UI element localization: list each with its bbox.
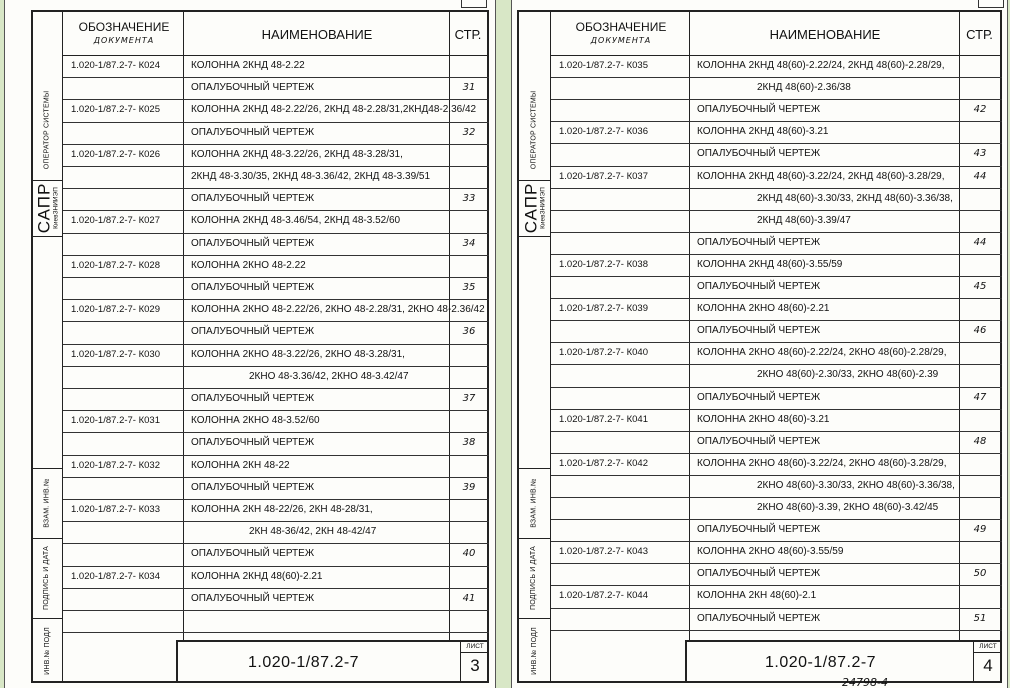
row-page-number: 50 xyxy=(973,568,987,580)
row-page-number: 41 xyxy=(462,592,476,604)
row-designation: 1.020-1/87.2-7- К031 xyxy=(71,415,160,427)
row-name: ОПАЛУБОЧНЫЙ ЧЕРТЕЖ xyxy=(191,193,315,205)
row-page-number: 44 xyxy=(973,170,987,182)
row-designation: 1.020-1/87.2-7- К037 xyxy=(559,170,648,182)
row-divider xyxy=(551,188,1002,189)
row-designation: 1.020-1/87.2-7- К025 xyxy=(71,104,160,116)
row-divider xyxy=(551,497,1002,498)
row-divider xyxy=(63,521,489,522)
header-designation: ОБОЗНАЧЕНИЕ ДОКУМЕНТА xyxy=(78,20,170,45)
sheet-label: ЛИСТ xyxy=(974,642,1002,653)
row-designation: 1.020-1/87.2-7- К027 xyxy=(71,215,160,227)
stamp-sheet-box xyxy=(973,642,1002,683)
sapr-label: САПР КиевЗНИИЭП xyxy=(521,182,547,234)
row-name: ОПАЛУБОЧНЫЙ ЧЕРТЕЖ xyxy=(191,592,315,604)
row-name: КОЛОННА 2КНО 48(60)-2.22/24, 2КНО 48(60)-2.28/29, xyxy=(697,347,947,359)
row-divider xyxy=(63,233,489,234)
row-divider xyxy=(63,344,489,345)
row-designation: 1.020-1/87.2-7- К033 xyxy=(71,504,160,515)
row-page-number: 44 xyxy=(973,236,987,248)
header-name: НАИМЕНОВАНИЕ xyxy=(769,26,881,42)
row-page-number: 49 xyxy=(973,524,987,536)
row-divider xyxy=(63,299,489,300)
row-name: КОЛОННА 2КНД 48(60)-2.21 xyxy=(191,570,323,582)
row-designation: 1.020-1/87.2-7- К042 xyxy=(559,457,648,469)
row-name: ОПАЛУБОЧНЫЙ ЧЕРТЕЖ xyxy=(697,148,821,160)
row-designation: 1.020-1/87.2-7- К041 xyxy=(559,413,648,425)
stamp-document-code: 1.020-1/87.2-7 xyxy=(765,654,877,671)
row-divider xyxy=(63,144,489,145)
row-name: 2КНД 48(60)-3.39/47 xyxy=(757,214,851,226)
row-name: ОПАЛУБОЧНЫЙ ЧЕРТЕЖ xyxy=(697,281,821,292)
row-name: КОЛОННА 2КН 48-22/26, 2КН 48-28/31, xyxy=(191,504,373,515)
row-divider xyxy=(551,541,1002,542)
row-divider xyxy=(551,387,1002,388)
row-divider xyxy=(63,277,489,278)
operator-label: ОПЕРАТОР СИСТЕМЫ xyxy=(43,90,51,170)
row-name: КОЛОННА 2КНД 48-2.22/26, 2КНД 48-2.28/31,2КНД48-2.36/42 xyxy=(191,104,477,116)
row-name: 2КНО 48(60)-2.30/33, 2КНО 48(60)-2.39 xyxy=(757,369,939,381)
row-divider xyxy=(551,519,1002,520)
row-divider xyxy=(63,477,489,478)
header-page: СТР. xyxy=(454,26,482,42)
row-page-number: 42 xyxy=(973,104,987,116)
vzam-inv-label: ВЗАМ. ИНВ.№ xyxy=(530,478,538,528)
row-name: 2КНД 48(60)-3.30/33, 2КНД 48(60)-3.36/38, xyxy=(757,192,953,204)
row-page-number: 47 xyxy=(973,391,987,403)
header-designation: ОБОЗНАЧЕНИЕ ДОКУМЕНТА xyxy=(575,20,667,45)
row-name: ОПАЛУБОЧНЫЙ ЧЕРТЕЖ xyxy=(697,104,821,116)
row-divider xyxy=(63,388,489,389)
row-name: ОПАЛУБОЧНЫЙ ЧЕРТЕЖ xyxy=(191,82,315,94)
row-divider xyxy=(551,276,1002,277)
signature-date-label: ПОДПИСЬ И ДАТА xyxy=(43,545,51,611)
side-stamp-column xyxy=(33,12,63,681)
row-designation: 1.020-1/87.2-7- К043 xyxy=(559,546,648,558)
row-divider xyxy=(551,475,1002,476)
row-name: ОПАЛУБОЧНЫЙ ЧЕРТЕЖ xyxy=(191,481,315,493)
row-divider xyxy=(551,77,1002,78)
row-divider xyxy=(63,455,489,456)
signature-date-label: ПОДПИСЬ И ДАТА xyxy=(530,545,538,611)
row-name: КОЛОННА 2КНД 48(60)-3.22/24, 2КНД 48(60)-3.28/29, xyxy=(697,170,945,182)
row-name: КОЛОННА 2КНД 48(60)-3.55/59 xyxy=(697,258,843,270)
row-divider xyxy=(551,409,1002,410)
inv-podl-label: ИНВ.№ ПОДЛ xyxy=(43,626,51,675)
row-designation: 1.020-1/87.2-7- К044 xyxy=(559,590,648,602)
row-divider xyxy=(63,366,489,367)
row-name: ОПАЛУБОЧНЫЙ ЧЕРТЕЖ xyxy=(697,524,821,536)
row-name: КОЛОННА 2КНД 48-2.22 xyxy=(191,60,305,71)
corner-mark xyxy=(978,0,1004,8)
row-designation: 1.020-1/87.2-7- К028 xyxy=(71,259,160,271)
row-name: 2КНО 48(60)-3.30/33, 2КНО 48(60)-3.36/38, xyxy=(757,479,955,491)
row-divider xyxy=(551,166,1002,167)
row-divider xyxy=(551,121,1002,122)
side-stamp-column xyxy=(519,12,551,681)
row-divider xyxy=(551,320,1002,321)
inv-podl-label: ИНВ.№ ПОДЛ xyxy=(530,626,538,675)
sheet-frame xyxy=(31,10,489,683)
row-divider xyxy=(63,410,489,411)
row-name: 2КНО 48-3.36/42, 2КНО 48-3.42/47 xyxy=(249,370,409,382)
row-page-number: 36 xyxy=(462,326,476,338)
row-page-number: 40 xyxy=(462,548,476,560)
row-name: ОПАЛУБОЧНЫЙ ЧЕРТЕЖ xyxy=(191,237,315,249)
document-sheet-left xyxy=(4,0,496,688)
row-designation: 1.020-1/87.2-7- К030 xyxy=(71,348,160,360)
row-name: КОЛОННА 2КНД 48-3.46/54, 2КНД 48-3.52/60 xyxy=(191,215,401,227)
row-page-number: 39 xyxy=(462,481,476,493)
row-divider xyxy=(551,608,1002,609)
row-name: ОПАЛУБОЧНЫЙ ЧЕРТЕЖ xyxy=(191,282,315,293)
row-divider xyxy=(551,210,1002,211)
row-page-number: 38 xyxy=(462,437,476,449)
row-name: ОПАЛУБОЧНЫЙ ЧЕРТЕЖ xyxy=(697,236,821,248)
row-name: 2КНД 48-3.30/35, 2КНД 48-3.36/42, 2КНД 48-3.39/51 xyxy=(191,171,431,182)
row-page-number: 32 xyxy=(462,126,476,138)
row-name: ОПАЛУБОЧНЫЙ ЧЕРТЕЖ xyxy=(191,326,315,338)
row-name: 2КН 48-36/42, 2КН 48-42/47 xyxy=(249,526,377,538)
row-divider xyxy=(63,588,489,589)
sheet-number: 4 xyxy=(983,656,993,675)
row-name: КОЛОННА 2КНО 48(60)-3.22/24, 2КНО 48(60)-3.28/29, xyxy=(697,457,947,469)
document-sheet-right xyxy=(511,0,1008,688)
row-page-number: 46 xyxy=(973,325,987,337)
corner-mark xyxy=(461,0,487,8)
row-name: КОЛОННА 2КНО 48-2.22/26, 2КНО 48-2.28/31, 2КНО 48-2.36/42 xyxy=(191,304,485,316)
row-page-number: 34 xyxy=(462,237,476,249)
row-name: КОЛОННА 2КНО 48(60)-2.21 xyxy=(697,303,830,315)
row-page-number: 31 xyxy=(462,82,476,94)
row-designation: 1.020-1/87.2-7- К035 xyxy=(559,60,648,71)
row-designation: 1.020-1/87.2-7- К032 xyxy=(71,459,160,471)
row-divider xyxy=(551,99,1002,100)
row-name: 2КНО 48(60)-3.39, 2КНО 48(60)-3.42/45 xyxy=(757,502,939,513)
row-name: ОПАЛУБОЧНЫЙ ЧЕРТЕЖ xyxy=(697,325,821,337)
row-divider xyxy=(551,254,1002,255)
header-name: НАИМЕНОВАНИЕ xyxy=(261,26,373,42)
row-divider xyxy=(63,122,489,123)
row-name: ОПАЛУБОЧНЫЙ ЧЕРТЕЖ xyxy=(191,126,315,138)
sheet-frame xyxy=(517,10,1002,683)
row-page-number: 43 xyxy=(973,148,987,160)
row-name: КОЛОННА 2КНО 48(60)-3.21 xyxy=(697,413,830,425)
row-name: ОПАЛУБОЧНЫЙ ЧЕРТЕЖ xyxy=(697,612,821,624)
row-designation: 1.020-1/87.2-7- К034 xyxy=(71,570,160,582)
row-name: КОЛОННА 2КНО 48-3.22/26, 2КНО 48-3.28/31, xyxy=(191,348,405,360)
stamp-sheet-box xyxy=(460,642,489,683)
row-divider xyxy=(551,342,1002,343)
row-name: КОЛОННА 2КНД 48(60)-3.21 xyxy=(697,126,829,138)
row-name: КОЛОННА 2КНО 48-2.22 xyxy=(191,259,306,271)
row-name: ОПАЛУБОЧНЫЙ ЧЕРТЕЖ xyxy=(697,568,821,580)
title-block xyxy=(176,640,489,683)
header-page: СТР. xyxy=(966,26,993,42)
sheet-number: 3 xyxy=(470,656,480,675)
stamp-document-code: 1.020-1/87.2-7 xyxy=(248,654,360,671)
row-page-number: 37 xyxy=(462,393,476,404)
row-name: КОЛОННА 2КН 48-22 xyxy=(191,459,290,471)
row-name: ОПАЛУБОЧНЫЙ ЧЕРТЕЖ xyxy=(697,391,821,403)
row-name: ОПАЛУБОЧНЫЙ ЧЕРТЕЖ xyxy=(191,393,315,404)
row-designation: 1.020-1/87.2-7- К040 xyxy=(559,347,648,359)
row-designation: 1.020-1/87.2-7- К024 xyxy=(71,60,160,71)
row-divider xyxy=(63,543,489,544)
row-page-number: 35 xyxy=(462,282,476,293)
row-page-number: 33 xyxy=(462,193,476,205)
row-divider xyxy=(63,77,489,78)
sheet-label: ЛИСТ xyxy=(461,642,489,653)
row-divider xyxy=(63,210,489,211)
row-designation: 1.020-1/87.2-7- К026 xyxy=(71,148,160,160)
row-divider xyxy=(63,566,489,567)
row-divider xyxy=(551,630,1002,631)
archive-number: 24798-4 xyxy=(842,676,888,688)
row-name: ОПАЛУБОЧНЫЙ ЧЕРТЕЖ xyxy=(697,435,821,447)
row-designation: 1.020-1/87.2-7- К038 xyxy=(559,258,648,270)
row-page-number: 45 xyxy=(973,281,987,292)
row-divider xyxy=(551,585,1002,586)
row-name: КОЛОННА 2КНД 48(60)-2.22/24, 2КНД 48(60)-2.28/29, xyxy=(697,60,945,71)
row-divider xyxy=(551,431,1002,432)
row-divider xyxy=(551,453,1002,454)
operator-label: ОПЕРАТОР СИСТЕМЫ xyxy=(530,90,538,170)
row-divider xyxy=(551,563,1002,564)
row-divider xyxy=(63,99,489,100)
row-page-number: 48 xyxy=(973,435,987,447)
row-divider xyxy=(63,632,489,633)
row-divider xyxy=(551,232,1002,233)
row-divider xyxy=(551,143,1002,144)
row-name: КОЛОННА 2КНО 48-3.52/60 xyxy=(191,415,320,427)
row-designation: 1.020-1/87.2-7- К039 xyxy=(559,303,648,315)
sapr-label: САПР КиевЗНИИЭП xyxy=(34,182,60,234)
row-divider xyxy=(63,255,489,256)
row-divider xyxy=(63,610,489,611)
row-name: КОЛОННА 2КНО 48(60)-3.55/59 xyxy=(697,546,844,558)
row-name: ОПАЛУБОЧНЫЙ ЧЕРТЕЖ xyxy=(191,437,315,449)
row-divider xyxy=(63,432,489,433)
row-designation: 1.020-1/87.2-7- К036 xyxy=(559,126,648,138)
row-divider xyxy=(551,364,1002,365)
row-divider xyxy=(63,321,489,322)
vzam-inv-label: ВЗАМ. ИНВ.№ xyxy=(43,478,51,528)
row-page-number: 51 xyxy=(973,612,987,624)
row-divider xyxy=(63,499,489,500)
row-divider xyxy=(63,188,489,189)
row-name: КОЛОННА 2КН 48(60)-2.1 xyxy=(697,590,817,602)
row-divider xyxy=(63,166,489,167)
row-designation: 1.020-1/87.2-7- К029 xyxy=(71,304,160,316)
row-name: ОПАЛУБОЧНЫЙ ЧЕРТЕЖ xyxy=(191,548,315,560)
row-divider xyxy=(551,298,1002,299)
row-name: 2КНД 48(60)-2.36/38 xyxy=(757,82,851,94)
row-name: КОЛОННА 2КНД 48-3.22/26, 2КНД 48-3.28/31, xyxy=(191,148,403,160)
